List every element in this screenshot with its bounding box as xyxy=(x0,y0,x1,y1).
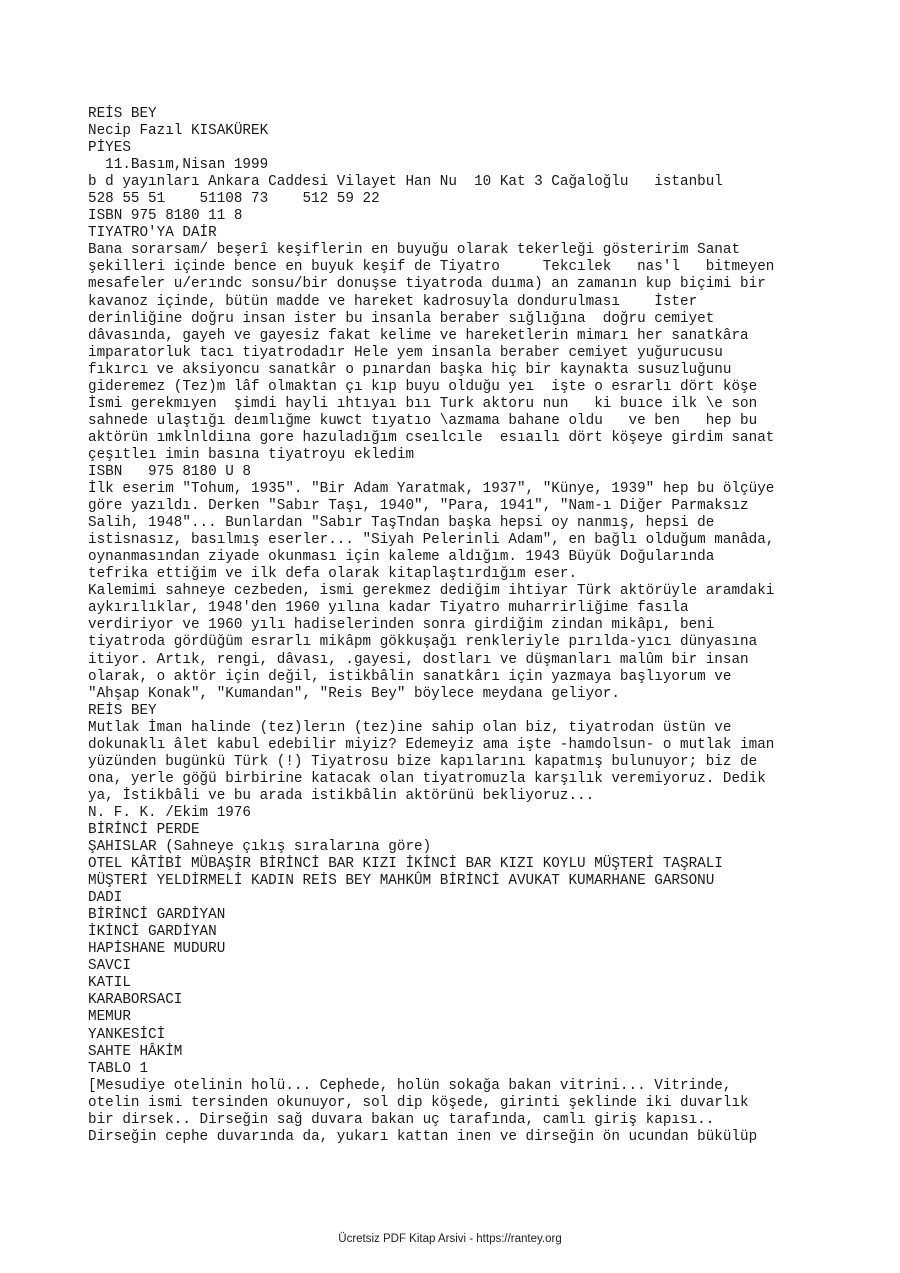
text-line: "Ahşap Konak", "Kumandan", "Reis Bey" böylece meydana geliyor. xyxy=(88,685,620,702)
text-line: ona, yerle göğü birbirine katacak olan tiyatromuzla karşılık veremiyoruz. Dedik xyxy=(88,770,766,787)
page-footer: Ücretsiz PDF Kitap Arsivi - https://rantey.org xyxy=(338,1233,562,1245)
text-line: KARABORSACI xyxy=(88,992,183,1009)
text-line: SAHTE HÂKİM xyxy=(88,1043,183,1060)
text-line: bir dirsek.. Dirseğin sağ duvara bakan uç tarafında, camlı giriş kapısı.. xyxy=(88,1111,715,1128)
text-line: aykırılıklar, 1948'den 1960 yılına kadar Tiyatro muharrirliğime fasıla xyxy=(88,600,689,617)
text-line: dâvasında, gayeh ve gayesiz fakat kelime ve hareketlerin mimarı her sanatkâra xyxy=(88,327,749,344)
text-line: TABLO 1 xyxy=(88,1060,149,1077)
text-line: ISBN 975 8180 U 8 xyxy=(88,463,252,480)
text-line: SAVCI xyxy=(88,958,131,975)
text-line: imparatorluk tacı tiyatrodadır Hele yem insanla beraber cemiyet yuğurucusu xyxy=(88,344,723,361)
text-line: DADI xyxy=(88,890,123,907)
text-line: ISBN 975 8180 11 8 xyxy=(88,208,243,225)
text-line: yüzünden bugünkü Türk (!) Tiyatrosu bize kapılarını kapatmış bulunuyor; biz de xyxy=(88,753,758,770)
text-line: mesafeler u/erındc sonsu/bir donuşse tiyatroda duıma) an zamanın kup biçimi bir xyxy=(88,276,766,293)
text-line: oynanmasından ziyade okunması için kaleme aldığım. 1943 Büyük Doğularında xyxy=(88,549,715,566)
text-line: dokunaklı âlet kabul edebilir miyiz? Edemeyiz ama işte -hamdolsun- o mutlak iman xyxy=(88,736,775,753)
text-line: otelin ismi tersinden okunuyor, sol dip köşede, girinti şeklinde iki duvarlık xyxy=(88,1094,749,1111)
text-line: REİS BEY xyxy=(88,106,157,122)
text-line: tiyatroda gördüğüm esrarlı mikâpm gökkuşağı renkleriyle pırılda-yıcı dünyasına xyxy=(88,634,758,651)
text-line: Bana sorarsam/ beşerî keşiflerin en buyuğu olarak tekerleği gösteririm Sanat xyxy=(88,242,741,259)
text-line: kavanoz içinde, bütün madde ve hareket kadrosuyla dondurulması İster xyxy=(88,293,698,310)
text-line: tefrika ettiğim ve ilk defa olarak kitaplaştırdığım eser. xyxy=(88,566,578,583)
text-line: Salih, 1948"... Bunlardan "Sabır TaşTndan başka hepsi oy nanmış, hepsi de xyxy=(88,515,715,532)
text-line: sahnede ulaştığı deımlığme kuwct tıyatıo \azmama bahane oldu ve ben hep bu xyxy=(88,412,758,429)
text-line: İlk eserim "Tohum, 1935". "Bir Adam Yaratmak, 1937", "Künye, 1939" hep bu ölçüye xyxy=(88,481,775,498)
text-line: gideremez (Tez)m lâf olmaktan çı kıp buyu olduğu yeı işte o esrarlı dört köşe xyxy=(88,378,758,395)
text-line: olarak, o aktör için değil, istikbâlin sanatkârı için yazmaya başlıyorum ve xyxy=(88,668,732,685)
text-line: MEMUR xyxy=(88,1009,131,1026)
text-line: verdiriyor ve 1960 yılı hadiselerinden sonra girdiğim zindan mikâpı, beni xyxy=(88,617,715,634)
text-line: İsmi gerekmıyen şimdi hayli ıhtıyaı bıı Turk aktoru nun ki buıce ilk \e son xyxy=(88,395,758,412)
text-line: BİRİNCİ GARDİYAN xyxy=(88,907,226,924)
text-line: şekilleri içinde bence en buyuk keşif de Tiyatro Tekcılek nas'l bitmeyen xyxy=(88,259,775,276)
text-line: derinliğine doğru insan ister bu insanla beraber sığlığına doğru cemiyet xyxy=(88,310,715,327)
text-line: b d yayınları Ankara Caddesi Vilayet Han Nu 10 Kat 3 Cağaloğlu istanbul xyxy=(88,174,723,191)
text-line: [Mesudiye otelinin holü... Cephede, holün sokağa bakan vitrini... Vitrinde, xyxy=(88,1077,732,1094)
text-line: İKİNCİ GARDİYAN xyxy=(88,924,217,941)
text-line: OTEL KÂTİBİ MÜBAŞİR BİRİNCİ BAR KIZI İKİNCİ BAR KIZI KOYLU MÜŞTERİ TAŞRALI xyxy=(88,856,723,873)
text-line: BİRİNCİ PERDE xyxy=(88,821,200,838)
text-line: çeşıtleı imin basına tiyatroyu ekledim xyxy=(88,446,415,463)
text-line: fıkırcı ve aksiyoncu sanatkâr o pınardan başka hiç bir kaynakta susuzluğunu xyxy=(88,361,732,378)
text-line: PİYES xyxy=(88,140,131,157)
text-line: göre yazıldı. Derken "Sabır Taşı, 1940", "Para, 1941", "Nam-ı Diğer Parmaksız xyxy=(88,498,749,515)
text-line: Necip Fazıl KISAKÜREK xyxy=(88,123,269,140)
text-line: Kalemimi sahneye cezbeden, ismi gerekmez dediğim ihtiyar Türk aktörüyle aramdaki xyxy=(88,583,775,600)
text-line: Mutlak İman halinde (tez)lerın (tez)ine sahip olan biz, tiyatrodan üstün ve xyxy=(88,719,732,736)
text-line: ŞAHISLAR (Sahneye çıkış sıralarına göre) xyxy=(88,839,432,856)
text-line: istisnasız, basılmış eserler... "Siyah Pelerinli Adam", en bağlı olduğum manâda, xyxy=(88,532,775,549)
text-line: 528 55 51 51108 73 512 59 22 xyxy=(88,191,380,208)
text-line: aktörün ımklnldiına gore hazuladığım cseılcıle esıaılı dört köşeye girdim sanat xyxy=(88,429,775,446)
text-line: 11.Basım,Nisan 1999 xyxy=(88,157,269,174)
text-line: MÜŞTERİ YELDİRMELİ KADIN REİS BEY MAHKÛM BİRİNCİ AVUKAT KUMARHANE GARSONU xyxy=(88,873,715,890)
text-line: YANKESİCİ xyxy=(88,1026,166,1043)
text-line: HAPİSHANE MUDURU xyxy=(88,941,226,958)
text-line: N. F. K. /Ekim 1976 xyxy=(88,804,252,821)
text-line: Dirseğin cephe duvarında da, yukarı kattan inen ve dirseğin ön ucundan bükülüp xyxy=(88,1128,758,1145)
text-line: REİS BEY xyxy=(88,702,157,719)
text-line: KATIL xyxy=(88,975,131,992)
text-line: itiyor. Artık, rengi, dâvası, .gayesi, dostları ve düşmanları malûm bir insan xyxy=(88,651,749,668)
document-body xyxy=(88,106,828,1146)
text-line: TIYATRO'YA DAİR xyxy=(88,225,217,242)
text-line: ya, İstikbâli ve bu arada istikbâlin aktörünü bekliyoruz... xyxy=(88,787,595,804)
